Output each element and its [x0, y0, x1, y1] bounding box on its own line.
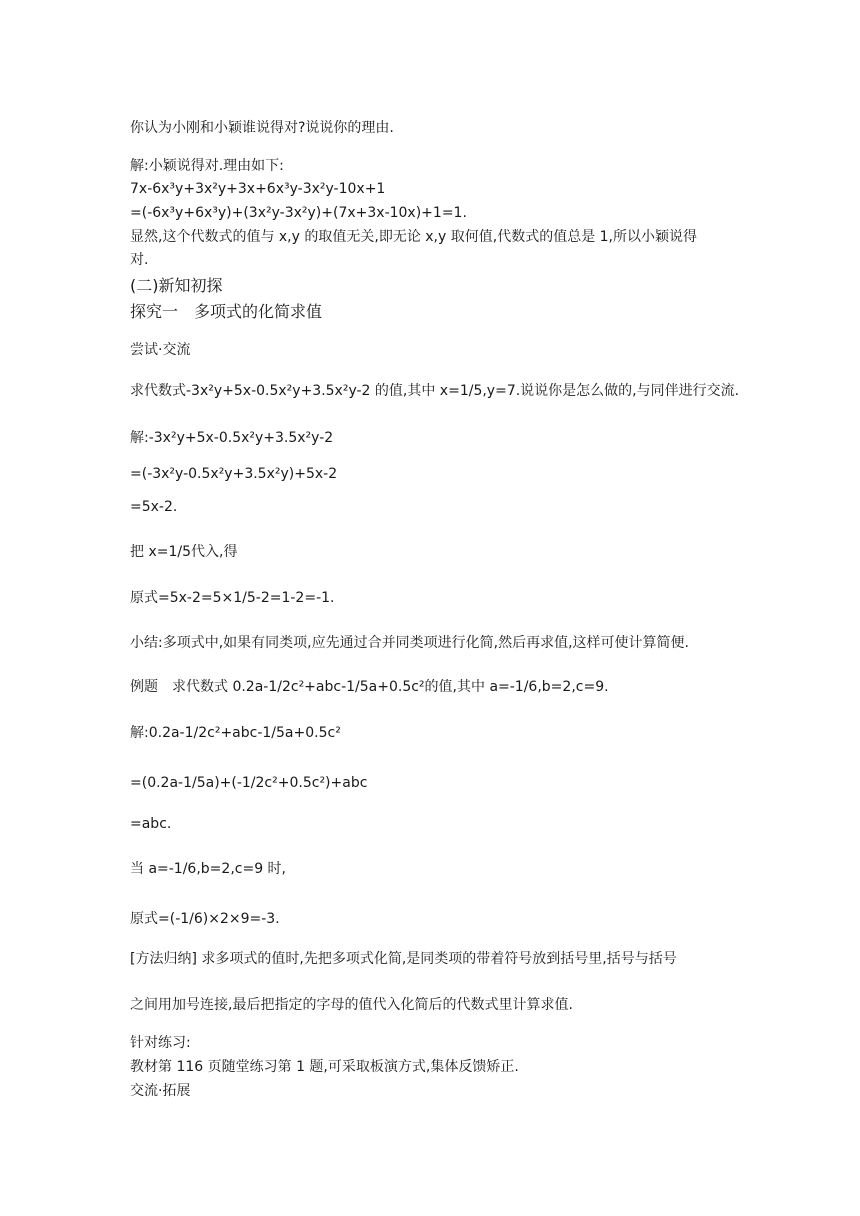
conclusion-line: 显然,这个代数式的值与 x,y 的取值无关,即无论 x,y 取何值,代数式的值总是 1,所以小颖说得 — [130, 229, 697, 245]
conclusion-line-end: 对. — [130, 252, 149, 268]
grouping-line: =(-6x³y+6x³y)+(3x²y-3x²y)+(7x+3x-10x)+1=1. — [130, 205, 467, 221]
problem-statement: 求代数式-3x²y+5x-0.5x²y+3.5x²y-2 的值,其中 x=1/5,y=7.说说你是怎么做的,与同伴进行交流. — [130, 383, 740, 399]
example-result: 原式=(-1/6)×2×9=-3. — [130, 911, 280, 927]
solution-line-1: 解:-3x²y+5x-0.5x²y+3.5x²y-2 — [130, 430, 334, 446]
solution-intro: 解:小颖说得对.理由如下: — [130, 158, 284, 174]
summary-note: 小结:多项式中,如果有同类项,应先通过合并同类项进行化简,然后再求值,这样可使计算简便. — [130, 635, 689, 651]
substitution-line: 把 x=1/5代入,得 — [130, 544, 238, 560]
solution-line-3: =5x-2. — [130, 499, 178, 515]
extension-heading: 交流·拓展 — [130, 1083, 191, 1099]
expression-line: 7x-6x³y+3x²y+3x+6x³y-3x²y-10x+1 — [130, 181, 386, 197]
section-heading: (二)新知初探 — [130, 276, 223, 295]
solution-line-2: =(-3x²y-0.5x²y+3.5x²y)+5x-2 — [130, 466, 338, 482]
question-line: 你认为小刚和小颖谁说得对?说说你的理由. — [130, 120, 394, 136]
subsection-heading: 探究一 多项式的化简求值 — [130, 302, 323, 321]
example-solution-3: =abc. — [130, 816, 172, 832]
method-summary-1: [方法归纳] 求多项式的值时,先把多项式化简,是同类项的带着符号放到括号里,括号与括号 — [130, 951, 677, 967]
activity-title: 尝试·交流 — [130, 342, 191, 358]
example-solution-2: =(0.2a-1/5a)+(-1/2c²+0.5c²)+abc — [130, 775, 368, 791]
method-summary-2: 之间用加号连接,最后把指定的字母的值代入化简后的代数式里计算求值. — [130, 997, 573, 1013]
example-problem: 例题 求代数式 0.2a-1/2c²+abc-1/5a+0.5c²的值,其中 a=-1/6,b=2,c=9. — [130, 679, 609, 695]
practice-heading: 针对练习: — [130, 1035, 191, 1051]
practice-text: 教材第 116 页随堂练习第 1 题,可采取板演方式,集体反馈矫正. — [130, 1059, 519, 1075]
example-solution-1: 解:0.2a-1/2c²+abc-1/5a+0.5c² — [130, 725, 341, 741]
result-line: 原式=5x-2=5×1/5-2=1-2=-1. — [130, 590, 335, 606]
example-substitution: 当 a=-1/6,b=2,c=9 时, — [130, 861, 287, 877]
